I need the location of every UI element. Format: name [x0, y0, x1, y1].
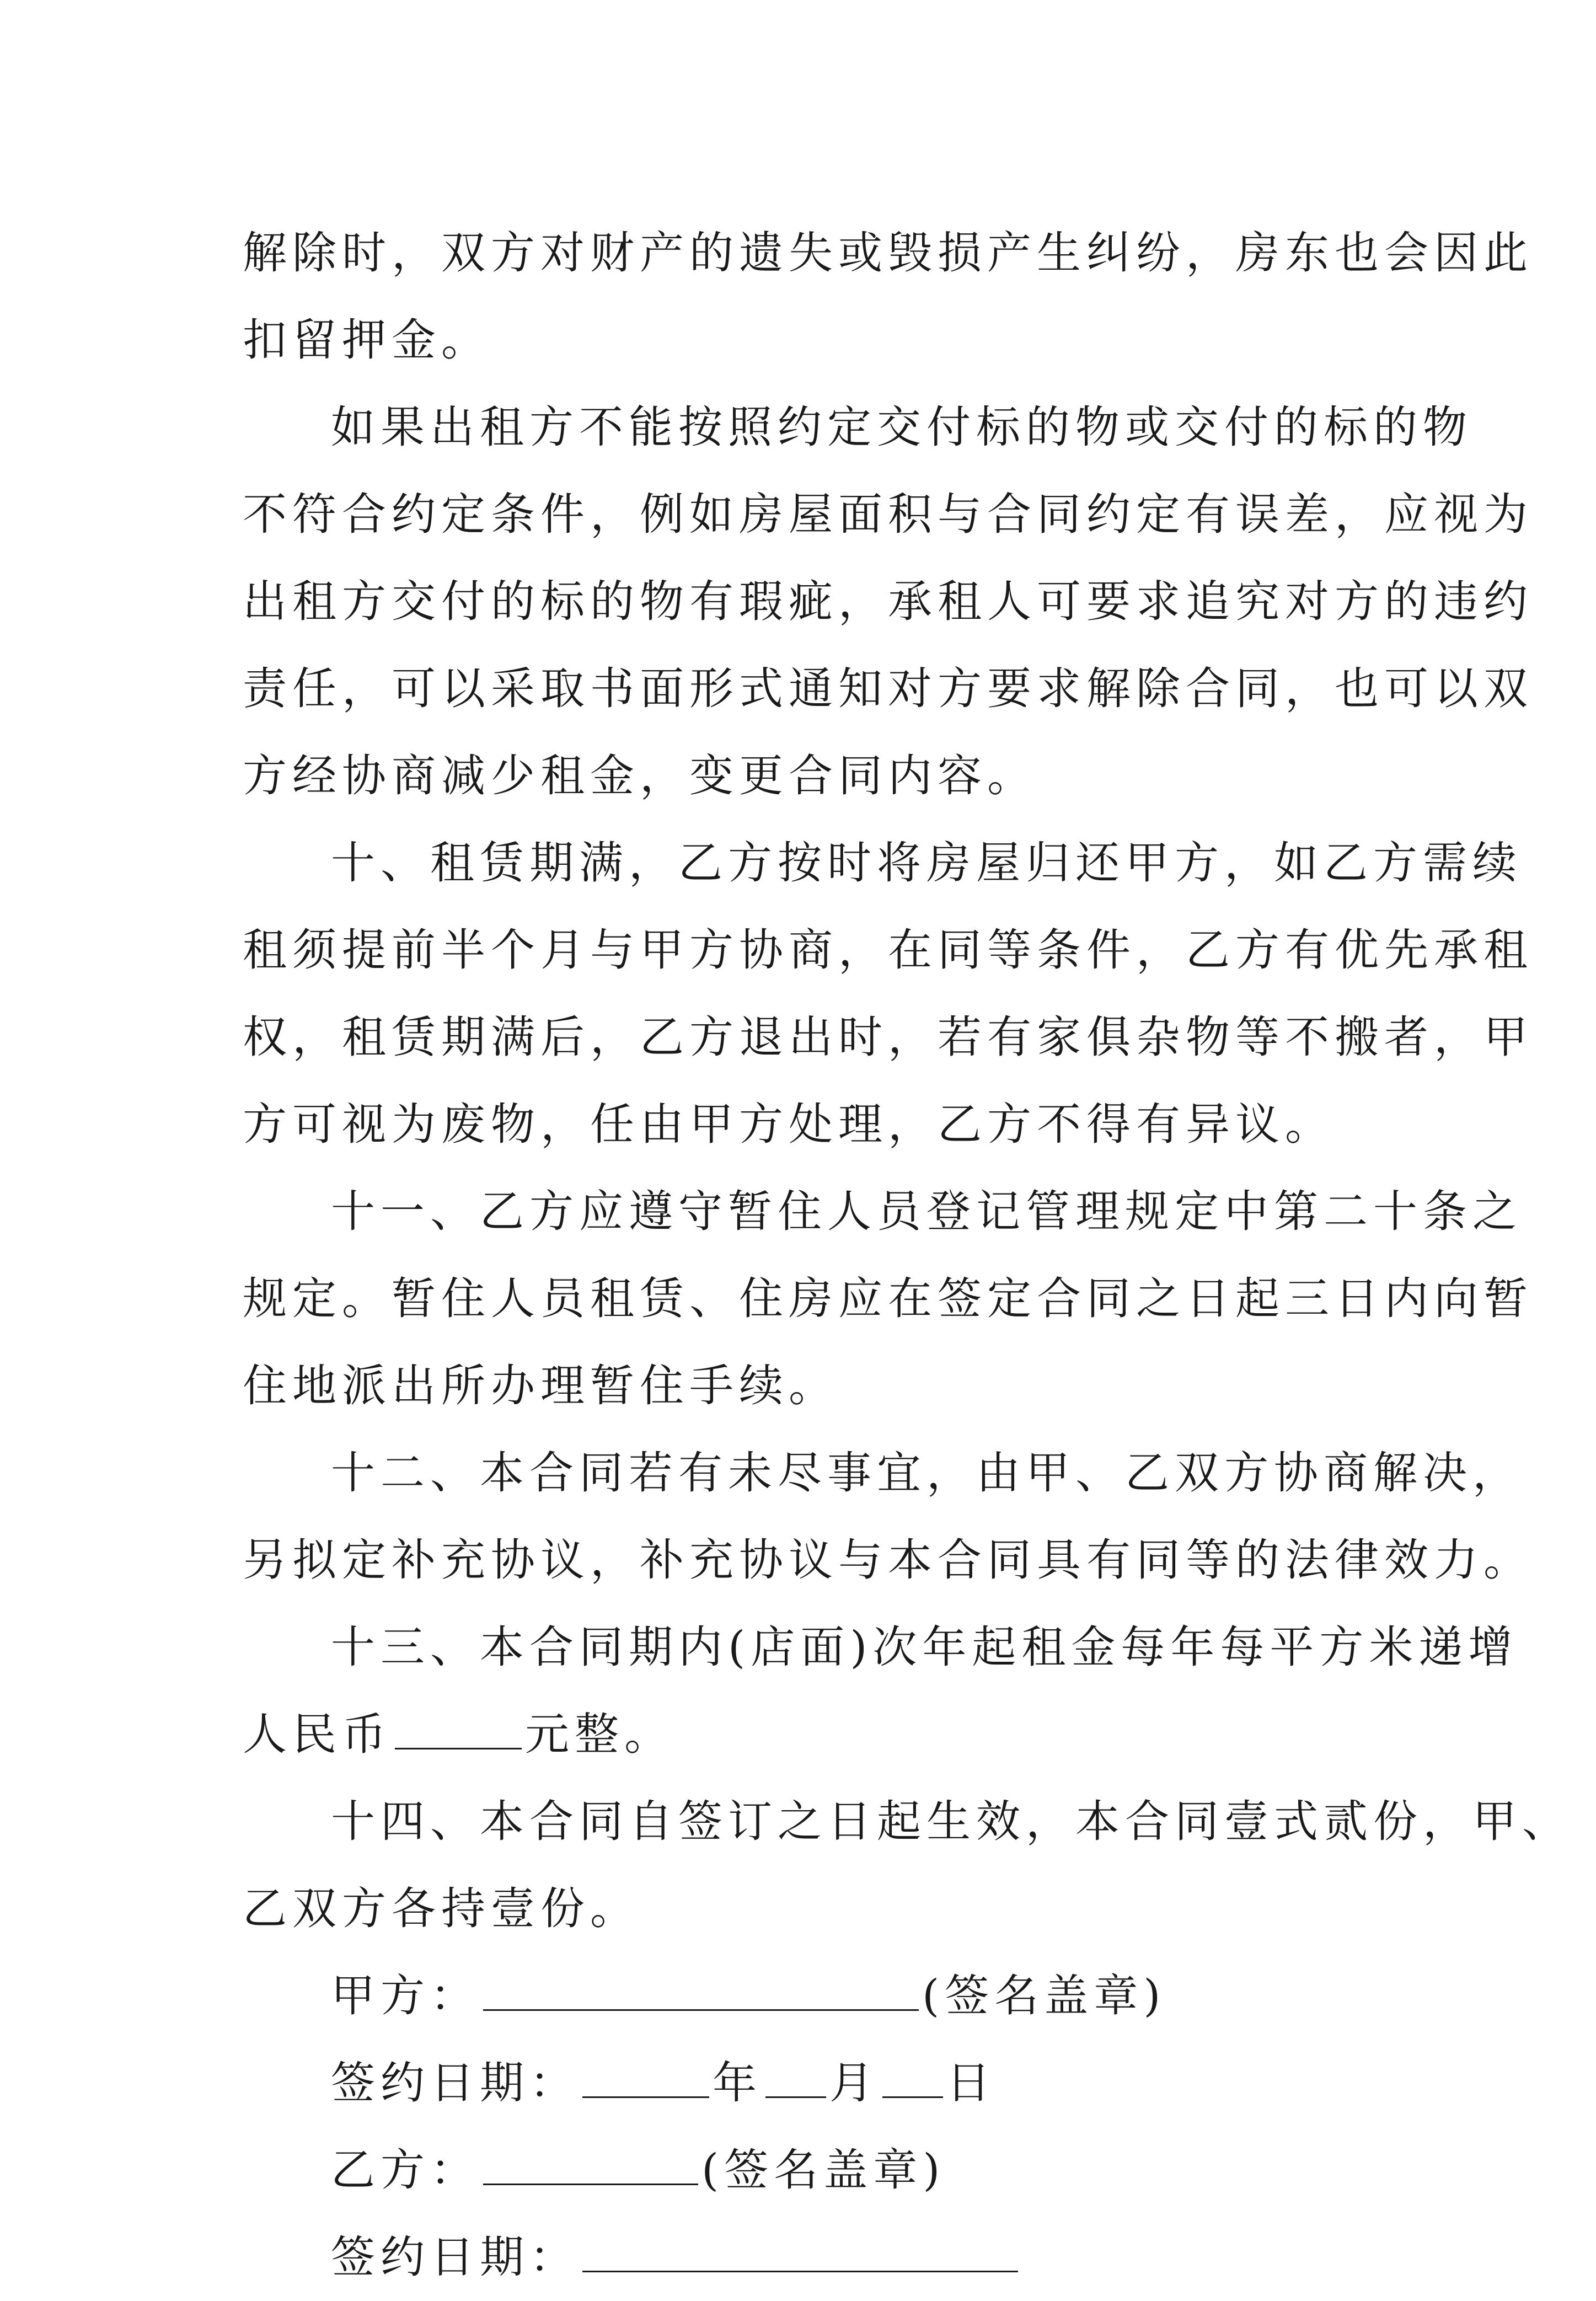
day-label: 日	[946, 2057, 996, 2109]
month-label: 月	[829, 2057, 879, 2109]
text-line: 权，租赁期满后，乙方退出时，若有家俱杂物等不搬者，甲	[243, 1012, 1533, 1063]
text-line: 住地派出所办理暂住手续。	[243, 1360, 838, 1411]
year-label: 年	[713, 2057, 762, 2109]
signature-date-b	[243, 2214, 1368, 2301]
text-line: 规定。暂住人员租赁、住房应在签定合同之日起三日内向暂	[243, 1273, 1533, 1324]
text-line: 十三、本合同期内(店面)次年起租金每年每平方米递增	[331, 1622, 1518, 1673]
text-line: 方经协商减少租金，变更合同内容。	[243, 750, 1037, 801]
year-blank[interactable]	[582, 2057, 709, 2098]
party-b-blank[interactable]	[483, 2144, 698, 2185]
text-line: 十四、本合同自签订之日起生效，本合同壹式贰份，甲、	[331, 1796, 1572, 1847]
text-line: 另拟定补充协议，补充协议与本合同具有同等的法律效力。	[243, 1534, 1533, 1586]
text-line: 扣留押金。	[243, 314, 491, 366]
text-line: 如果出租方不能按照约定交付标的物或交付的标的物	[331, 402, 1472, 453]
document-page	[243, 210, 1572, 2301]
text-line: 解除时，双方对财产的遗失或毁损产生纠纷，房东也会因此	[243, 227, 1533, 279]
party-a-blank[interactable]	[483, 1970, 919, 2011]
text-line: 出租方交付的标的物有瑕疵，承租人可要求追究对方的违约	[243, 576, 1533, 627]
day-blank[interactable]	[882, 2057, 943, 2098]
text-line: 租须提前半个月与甲方协商，在同等条件，乙方有优先承租	[243, 924, 1533, 976]
date-a-label: 签约日期：	[331, 2057, 579, 2109]
party-a-label: 甲方：	[331, 1970, 480, 2021]
text-line: 十二、本合同若有未尽事宜，由甲、乙双方协商解决，	[331, 1447, 1522, 1499]
text-segment: 人民币	[243, 1709, 392, 1760]
date-b-blank[interactable]	[582, 2231, 1018, 2272]
text-line: 十一、乙方应遵守暂住人员登记管理规定中第二十条之	[331, 1186, 1522, 1237]
text-segment: 元整。	[525, 1709, 674, 1760]
party-a-note: (签名盖章)	[922, 1970, 1166, 2021]
signature-party-b	[243, 2127, 1368, 2214]
text-line: 十、租赁期满，乙方按时将房屋归还甲方，如乙方需续	[331, 837, 1522, 889]
party-b-note: (签名盖章)	[701, 2144, 946, 2196]
text-line: 责任，可以采取书面形式通知对方要求解除合同，也可以双	[243, 663, 1533, 714]
signature-party-a	[243, 1952, 1368, 2040]
text-line: 不符合约定条件，例如房屋面积与合同约定有误差，应视为	[243, 489, 1533, 540]
fill-blank[interactable]	[395, 1708, 522, 1749]
party-b-label: 乙方：	[331, 2144, 480, 2196]
month-blank[interactable]	[765, 2057, 826, 2098]
text-line	[243, 1691, 1368, 1778]
signature-date-a	[243, 2040, 1368, 2127]
date-b-label: 签约日期：	[331, 2232, 579, 2283]
text-line: 乙双方各持壹份。	[243, 1883, 640, 1934]
text-line: 方可视为废物，任由甲方处理，乙方不得有异议。	[243, 1099, 1335, 1150]
